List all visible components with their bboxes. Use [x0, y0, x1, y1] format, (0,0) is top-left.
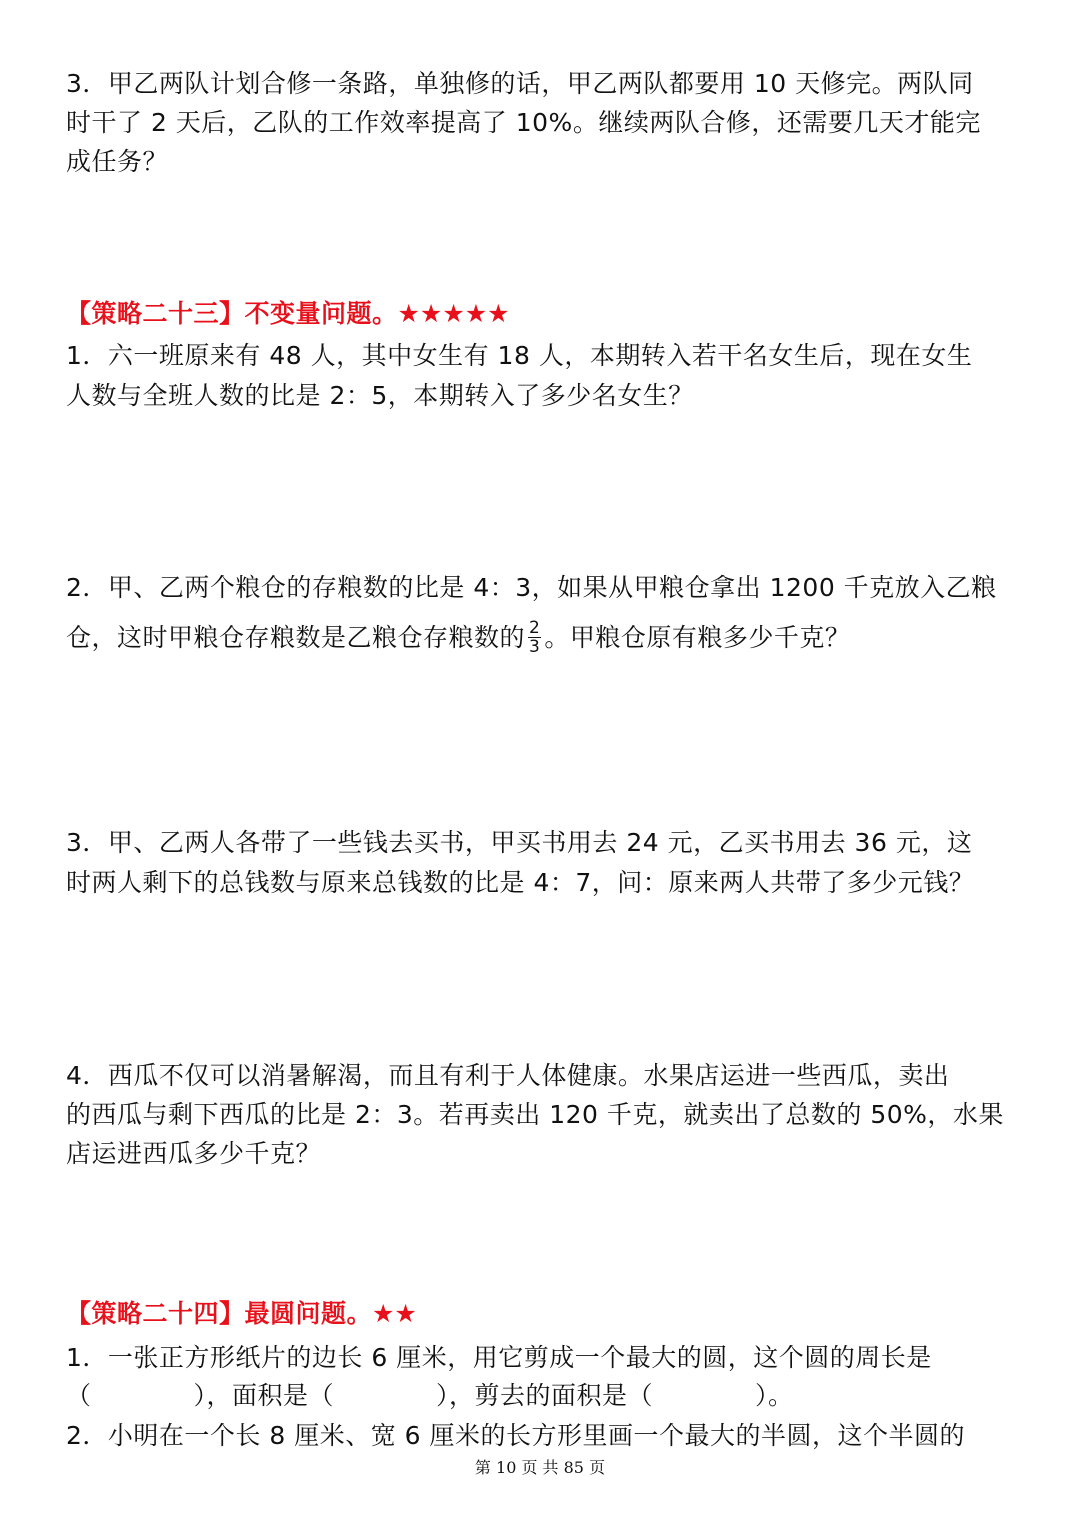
section-23-q2-line-1: 2．甲、乙两个粮仓的存粮数的比是 4：3，如果从甲粮仓拿出 1200 千克放入乙粮: [66, 573, 997, 602]
section-24-q1-line-2: （ ），面积是（ ），剪去的面积是（ ）。: [66, 1381, 794, 1410]
section-23-stars-icon: ★★★★★: [397, 299, 510, 328]
problem-3-line-2: 时干了 2 天后，乙队的工作效率提高了 10%。继续两队合修，还需要几天才能完: [66, 108, 981, 137]
section-23-q2-text-after: 。甲粮仓原有粮多少千克？: [544, 623, 851, 652]
section-23-q2-text-before: 仓，这时甲粮仓存粮数是乙粮仓存粮数的: [66, 623, 526, 652]
section-23-q4-line-3: 店运进西瓜多少千克？: [66, 1139, 322, 1168]
problem-3-line-3: 成任务？: [66, 147, 169, 176]
problem-3-line-1: 3．甲乙两队计划合修一条路，单独修的话，甲乙两队都要用 10 天修完。两队同: [66, 69, 974, 98]
section-23-q4-line-2: 的西瓜与剩下西瓜的比是 2：3。若再卖出 120 千克，就卖出了总数的 50%，水果: [66, 1100, 1004, 1129]
section-23-heading: [66, 294, 510, 334]
section-23-q1-line-2: 人数与全班人数的比是 2：5，本期转入了多少名女生？: [66, 381, 694, 410]
section-23-q1-line-1: 1．六一班原来有 48 人，其中女生有 18 人，本期转入若干名女生后，现在女生: [66, 341, 973, 370]
section-23-q3-line-1: 3．甲、乙两人各带了一些钱去买书，甲买书用去 24 元，乙买书用去 36 元，这: [66, 828, 973, 857]
section-23-q4-line-1: 4．西瓜不仅可以消暑解渴，而且有利于人体健康。水果店运进一些西瓜，卖出: [66, 1061, 950, 1090]
section-23-q3-line-2: 时两人剩下的总钱数与原来总钱数的比是 4：7，问：原来两人共带了多少元钱？: [66, 868, 975, 897]
section-23-title: 【策略二十三】不变量问题。: [66, 299, 398, 328]
fraction-numerator: 2: [529, 617, 541, 638]
section-24-q2-line-1: 2．小明在一个长 8 厘米、宽 6 厘米的长方形里画一个最大的半圆，这个半圆的: [66, 1421, 966, 1450]
section-23-q2-line-2: [66, 618, 850, 658]
page-number-footer: 第 10 页 共 85 页: [474, 1458, 606, 1477]
fraction-two-thirds: [528, 619, 541, 656]
fraction-denominator: 3: [529, 636, 541, 657]
section-24-title: 【策略二十四】最圆问题。: [66, 1299, 373, 1328]
section-24-heading: [66, 1294, 417, 1334]
section-24-stars-icon: ★★: [372, 1299, 417, 1328]
section-24-q1-line-1: 1．一张正方形纸片的边长 6 厘米，用它剪成一个最大的圆，这个圆的周长是: [66, 1343, 932, 1372]
